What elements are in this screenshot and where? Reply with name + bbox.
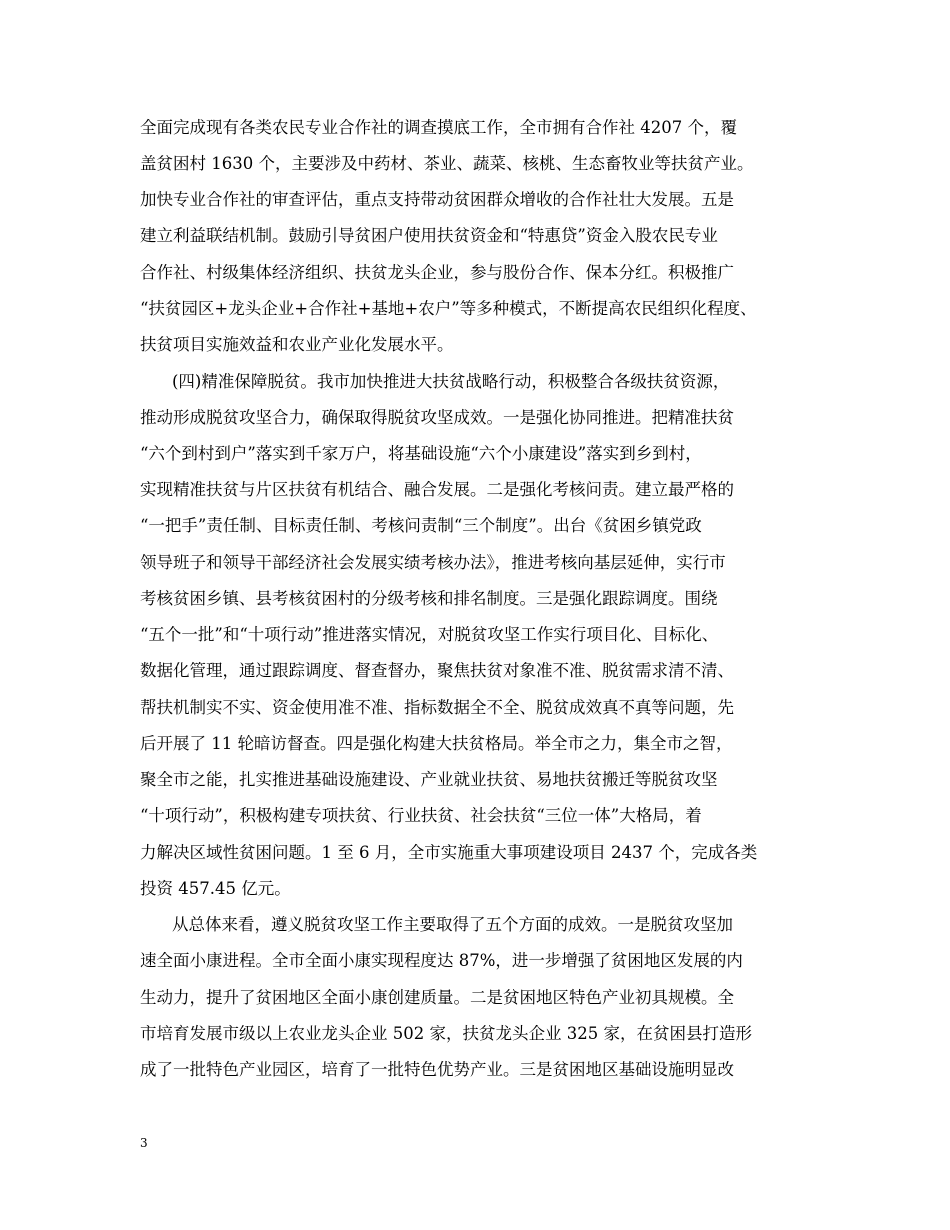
text-line: 实现精准扶贫与片区扶贫有机结合、融合发展。二是强化考核问责。建立最严格的 — [140, 480, 734, 499]
text-line: 市培育发展市级以上农业龙头企业 502 家，扶贫龙头企业 325 家，在贫困县打造形 — [140, 1024, 752, 1043]
text-line: 合作社、村级集体经济组织、扶贫龙头企业，参与股份合作、保本分红。积极推广 — [140, 263, 734, 282]
text-line: 推动形成脱贫攻坚合力，确保取得脱贫攻坚成效。一是强化协同推进。把精准扶贫 — [140, 408, 734, 427]
text-line: “扶贫园区+龙头企业+合作社+基地+农户”等多种模式，不断提高农民组织化程度、 — [140, 299, 757, 318]
text-line: 后开展了 11 轮暗访督查。四是强化构建大扶贫格局。举全市之力，集全市之智， — [140, 734, 733, 753]
text-line: 领导班子和领导干部经济社会发展实绩考核办法》，推进考核向基层延伸，实行市 — [140, 553, 726, 572]
text-line: 投资 457.45 亿元。 — [140, 879, 291, 898]
text-line: 考核贫困乡镇、县考核贫困村的分级考核和排名制度。三是强化跟踪调度。围绕 — [140, 589, 718, 608]
text-line: 加快专业合作社的审查评估，重点支持带动贫困群众增收的合作社壮大发展。五是 — [140, 190, 734, 209]
text-line: 全面完成现有各类农民专业合作社的调查摸底工作，全市拥有合作社 4207 个，覆 — [140, 118, 737, 137]
text-line: “十项行动”，积极构建专项扶贫、行业扶贫、社会扶贫“三位一体”大格局，着 — [140, 806, 702, 825]
text-line: 建立利益联结机制。鼓励引导贫困户使用扶贫资金和“特惠贷”资金入股农民专业 — [140, 226, 718, 245]
text-line: 聚全市之能，扎实推进基础设施建设、产业就业扶贫、易地扶贫搬迁等脱贫攻坚 — [140, 770, 718, 789]
text-line: 盖贫困村 1630 个，主要涉及中药材、茶业、蔬菜、核桃、生态畜牧业等扶贫产业。 — [140, 154, 754, 173]
paragraph-start-line: 从总体来看，遵义脱贫攻坚工作主要取得了五个方面的成效。一是脱贫攻坚加 — [172, 915, 733, 934]
text-line: 生动力，提升了贫困地区全面小康创建质量。二是贫困地区特色产业初具规模。全 — [140, 988, 734, 1007]
text-line: 扶贫项目实施效益和农业产业化发展水平。 — [140, 335, 454, 354]
text-line: 力解决区域性贫困问题。1 至 6 月，全市实施重大事项建设项目 2437 个，完成各类 — [140, 843, 758, 862]
text-line: “六个到村到户”落实到千家万户，将基础设施“六个小康建设”落实到乡到村， — [140, 444, 702, 463]
text-line: “五个一批”和“十项行动”推进落实情况，对脱贫攻坚工作实行项目化、目标化、 — [140, 625, 719, 644]
page-number: 3 — [140, 1136, 148, 1150]
text-line: 数据化管理，通过跟踪调度、督查督办，聚焦扶贫对象准不准、脱贫需求清不清、 — [140, 661, 734, 680]
paragraph-start-line: (四)精准保障脱贫。我市加快推进大扶贫战略行动，积极整合各级扶贫资源， — [172, 372, 730, 391]
text-line: 速全面小康进程。全市全面小康实现程度达 87%，进一步增强了贫困地区发展的内 — [140, 951, 743, 970]
text-line: 帮扶机制实不实、资金使用准不准、指标数据全不全、脱贫成效真不真等问题，先 — [140, 698, 734, 717]
text-line: “一把手”责任制、目标责任制、考核问责制“三个制度”。出台《贫困乡镇党政 — [140, 516, 702, 535]
text-line: 成了一批特色产业园区，培育了一批特色优势产业。三是贫困地区基础设施明显改 — [140, 1060, 734, 1079]
